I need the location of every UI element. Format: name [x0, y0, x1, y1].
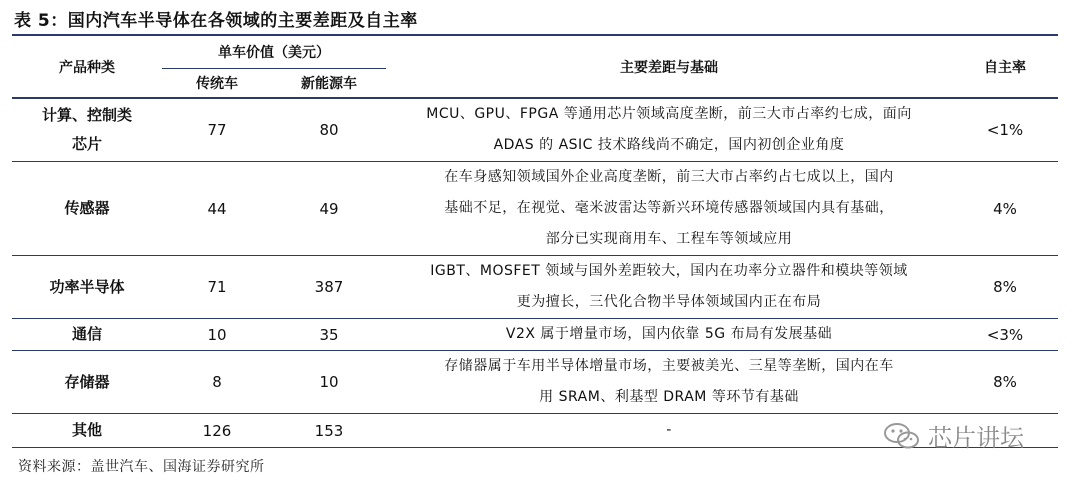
- gap-table: [12, 36, 1058, 448]
- cell-nev: 387: [272, 256, 386, 319]
- category-line: 其他: [71, 421, 102, 439]
- table-row: [12, 351, 1058, 414]
- table-row: [12, 162, 1058, 256]
- cell-traditional: 77: [162, 98, 272, 162]
- cell-gap: [386, 162, 952, 256]
- gap-line: V2X 属于增量市场，国内依靠 5G 布局有发展基础: [505, 326, 833, 342]
- cell-traditional: 44: [162, 162, 272, 256]
- gap-line: 部分已实现商用车、工程车等领域应用: [545, 231, 793, 247]
- gap-line: IGBT、MOSFET 领域与国外差距较大，国内在功率分立器件和模块等领域: [430, 263, 908, 279]
- gap-line: ADAS 的 ASIC 技术路线尚不确定，国内初创企业角度: [493, 137, 845, 153]
- category-line: 芯片: [71, 135, 102, 153]
- gap-line: 基础不足，在视觉、毫米波雷达等新兴环境传感器领域国内具有基础，: [444, 200, 894, 216]
- cell-category: [12, 351, 162, 414]
- wechat-icon: [882, 421, 922, 451]
- category-line: 存储器: [64, 372, 110, 391]
- source-note: 资料来源：盖世汽车、国海证券研究所: [18, 459, 265, 475]
- cell-traditional: 8: [162, 351, 272, 414]
- cell-nev: 80: [272, 98, 386, 162]
- category-line: 计算、控制类: [41, 106, 132, 124]
- gap-line: 存储器属于车用半导体增量市场，主要被美光、三星等垄断，国内在车: [444, 358, 894, 374]
- cell-traditional: 10: [162, 319, 272, 351]
- gap-line: MCU、GPU、FPGA 等通用芯片领域高度垄断，前三大市占率约七成，面向: [426, 106, 912, 122]
- table-row: [12, 319, 1058, 351]
- category-line: 功率半导体: [49, 277, 125, 296]
- header-category: 产品种类: [12, 36, 162, 98]
- table-row: [12, 256, 1058, 319]
- cell-gap: [386, 98, 952, 162]
- header-value-group: 单车价值（美元）: [162, 36, 386, 69]
- cell-category: [12, 414, 162, 448]
- cell-rate: 8%: [952, 351, 1058, 414]
- cell-nev: 153: [272, 414, 386, 448]
- cell-category: [12, 256, 162, 319]
- cell-gap: [386, 351, 952, 414]
- header-rate: 自主率: [952, 36, 1058, 98]
- cell-rate: 8%: [952, 256, 1058, 319]
- category-line: 通信: [71, 325, 102, 343]
- cell-gap: [386, 319, 952, 351]
- watermark-text: 芯片讲坛: [928, 424, 1024, 452]
- gap-line: 在车身感知领域国外企业高度垄断，前三大市占率约占七成以上，国内: [444, 169, 894, 185]
- table-body: [12, 98, 1058, 448]
- gap-line: -: [666, 422, 672, 438]
- cell-traditional: 126: [162, 414, 272, 448]
- cell-category: [12, 319, 162, 351]
- cell-gap: [386, 256, 952, 319]
- header-gap: 主要差距与基础: [386, 36, 952, 98]
- gap-line: 用 SRAM、利基型 DRAM 等环节有基础: [539, 389, 799, 405]
- watermark: [882, 418, 1024, 453]
- cell-category: [12, 98, 162, 162]
- cell-rate: <3%: [952, 319, 1058, 351]
- header-traditional: 传统车: [162, 69, 272, 99]
- cell-category: [12, 162, 162, 256]
- cell-traditional: 71: [162, 256, 272, 319]
- header-nev: 新能源车: [272, 69, 386, 99]
- cell-rate: <1%: [952, 98, 1058, 162]
- category-line: 传感器: [64, 199, 110, 217]
- cell-nev: 49: [272, 162, 386, 256]
- table-row: [12, 98, 1058, 162]
- gap-line: 更为擅长，三代化合物半导体领域国内正在布局: [516, 294, 822, 310]
- cell-rate: 4%: [952, 162, 1058, 256]
- cell-nev: 35: [272, 319, 386, 351]
- cell-nev: 10: [272, 351, 386, 414]
- table-title: 表 5：国内汽车半导体在各领域的主要差距及自主率: [14, 11, 418, 31]
- cell-gap: [386, 414, 952, 448]
